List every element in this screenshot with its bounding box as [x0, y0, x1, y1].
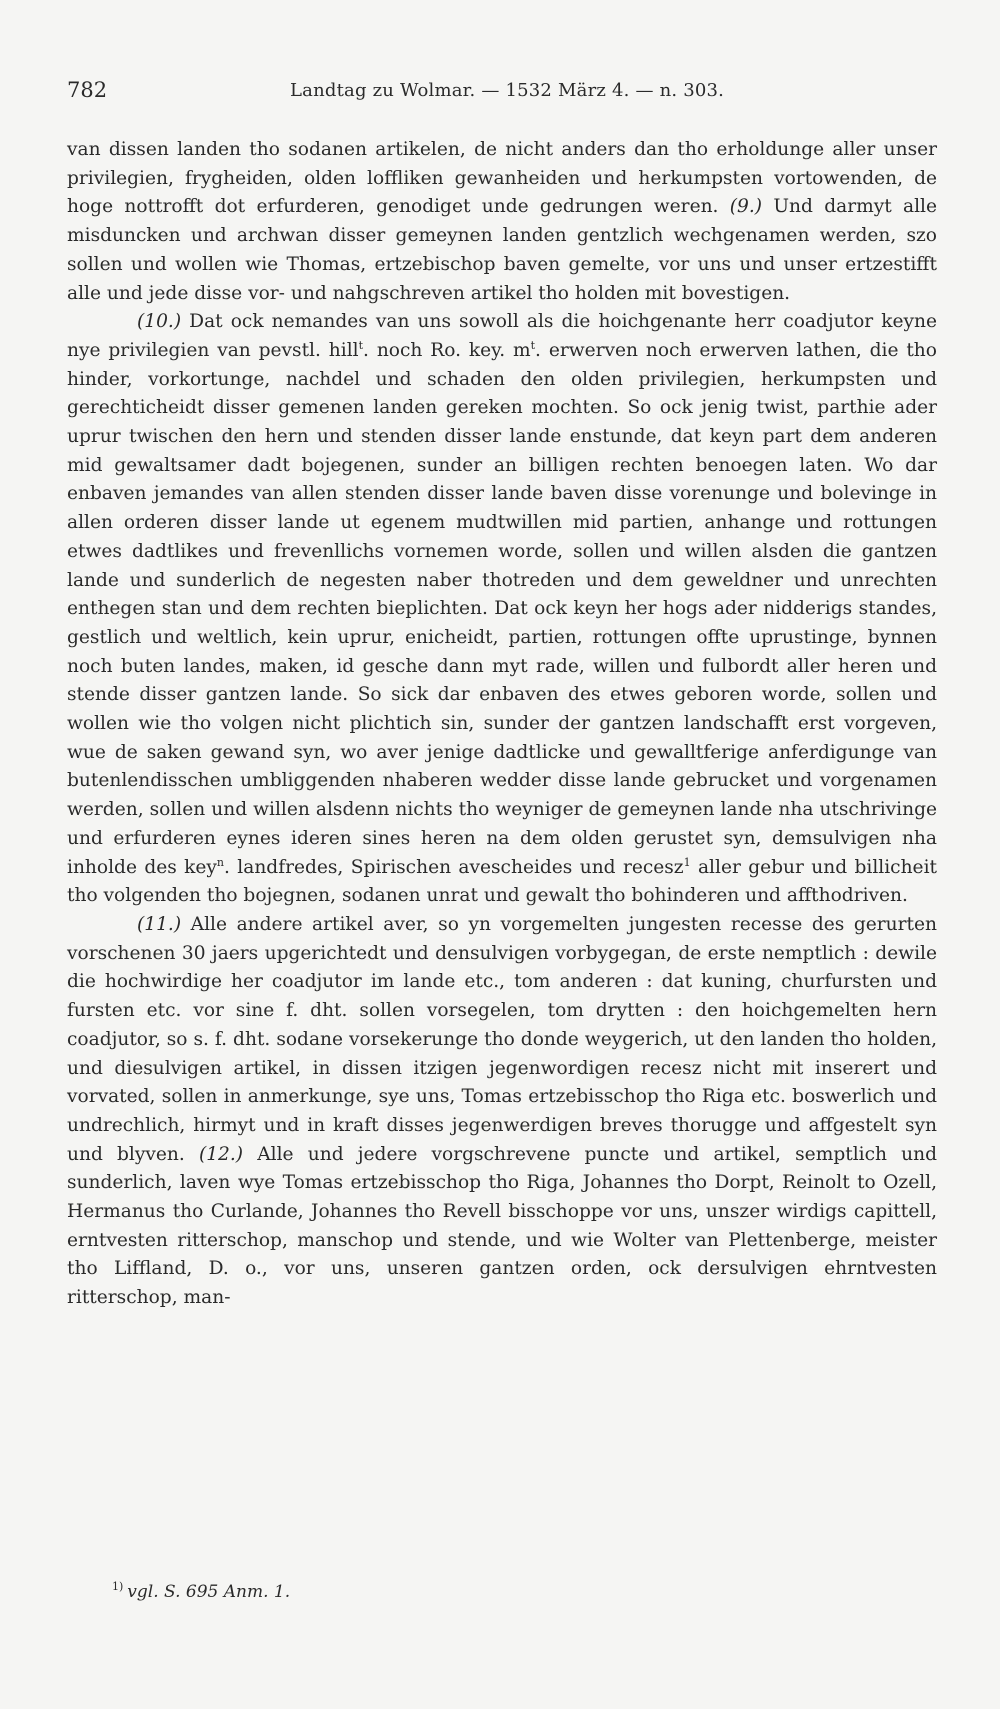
text-run: . noch Ro. key. m — [363, 339, 531, 361]
paragraph-3 — [67, 911, 937, 1313]
footnote — [112, 1580, 290, 1602]
paragraph-2 — [67, 308, 937, 911]
text-run: Dat ock nemandes van uns sowoll als die hoichgenante herr coadjutor keyne nye privilegien van pevstl. hill — [67, 311, 937, 361]
section-number-9: (9.) — [729, 196, 763, 218]
section-number-11: (11.) — [137, 913, 182, 935]
text-run: . landfredes, Spirischen avescheides und recesz — [224, 856, 684, 878]
superscript: t — [530, 338, 536, 352]
text-run: van dissen landen tho sodanen artikelen, de nicht anders dan tho erholdunge aller unser privilegien, frygheiden, olden loffliken gewanheiden und herkumpsten vortowenden, de hoge nottrofft dot erfurderen, genodiget unde gedrungen weren. — [67, 139, 937, 218]
text-run: Alle und jedere vorgschrevene puncte und artikel, semptlich und sunderlich, laven wye Tomas ertzebisschop tho Riga, Johannes tho Dorpt, Reinolt to Ozell, Hermanus tho Curlande, Johannes tho Revell bisschoppe vor uns, unszer wirdigs capittell, erntvesten ritterschop, manschop und stende, und wie Wolter van Plettenberge, meister tho Liffland, D. o., vor uns, unseren gantzen orden, ock dersulvigen ehrntvesten ritterschop, man- — [67, 1143, 938, 1309]
section-number-10: (10.) — [137, 311, 182, 333]
running-head: Landtag zu Wolmar. — 1532 März 4. — n. 303. — [290, 80, 725, 101]
text-run: aller gebur und billicheit tho volgenden tho bojegnen, sodanen unrat und gewalt tho bohinderen und affthodriven. — [67, 856, 937, 907]
superscript: t — [358, 338, 364, 352]
footnote-text: vgl. S. 695 Anm. 1. — [127, 1581, 291, 1602]
body-text — [67, 136, 937, 1313]
superscript: n — [216, 855, 225, 869]
text-run: Und darmyt alle misduncken und archwan disser gemeynen landen gentzlich wechgenamen werden, szo sollen und wollen wie Thomas, ertzebischop baven gemelte, vor uns und unser ertzestifft alle und jede disse vor- und nahgschreven artikel tho holden mit bovestigen. — [67, 196, 938, 304]
paragraph-1 — [67, 136, 937, 308]
page-number: 782 — [67, 78, 108, 102]
section-number-12: (12.) — [198, 1143, 244, 1165]
text-run: Alle andere artikel aver, so yn vorgemelten jungesten recesse des gerurten vorschenen 30 jaers upgerichtedt und densulvigen vorbygegan, de erste nemptlich : dewile die hochwirdige her coadjutor im lande etc., tom anderen : dat kuning, churfursten und fursten etc. vor sine f. dht. sollen vorsegelen, tom drytten : den hoichgemelten hern coadjutor, so s. f. dht. sodane vorsekerunge tho donde weygerich, ut den landen tho holden, und diesulvigen artikel, in dissen itzigen jegenwordigen recesz nicht mit inserert und vorvated, sollen in anmerkunge, sye uns, Tomas ertzebisschop tho Riga etc. boswerlich und undrechlich, hirmyt und in kraft disses jegenwerdigen breves thorugge und affgestelt syn und blyven. — [67, 913, 937, 1165]
footnote-reference[interactable]: 1 — [683, 855, 691, 869]
page-header — [67, 72, 937, 112]
footnote-mark: 1) — [112, 1580, 124, 1593]
text-run: . erwerven noch erwerven lathen, die tho hinder, vorkortunge, nachdel und schaden den olden privilegien, herkumpsten und gerechticheidt disser gemenen landen gereken mochten. So ock jenig twist, parthie ader uprur twischen den hern und stenden disser lande enstunde, dat keyn part dem anderen mid gewaltsamer dadt bojegenen, sunder an billigen rechten benoegen laten. Wo dar enbaven jemandes van allen stenden disser lande baven disse vorenunge und bolevinge in allen orderen disser lande ut egenem mudtwillen mid partien, anhange und rottungen etwes dadtlikes und frevenllichs vornemen worde, sollen und willen alsden die gantzen lande und sunderlich de negesten naber thotreden und dem geweldner und unrechten enthegen stan und dem rechten bieplichten. Dat ock keyn her hogs ader nidderigs standes, gestlich und weltlich, kein uprur, enicheidt, partien, rottungen offte uprustinge, bynnen noch buten landes, maken, id gesche dann myt rade, willen und fulbordt aller heren und stende disser gantzen lande. So sick dar enbaven des etwes geboren worde, sollen und wollen wie tho volgen nicht plichtich sin, sunder der gantzen landschafft erst vorgeven, wue de saken gewand syn, wo aver jenige dadtlicke und gewalltferige anferdigunge van butenlendisschen umbliggenden nhaberen wedder disse lande gebrucket und vorgenamen werden, sollen und willen alsdenn nichts tho weyniger de gemeynen lande nha utschrivinge und erfurderen eynes ideren sines heren na dem olden gerustet syn, demsulvigen nha inholde des key — [67, 339, 937, 878]
